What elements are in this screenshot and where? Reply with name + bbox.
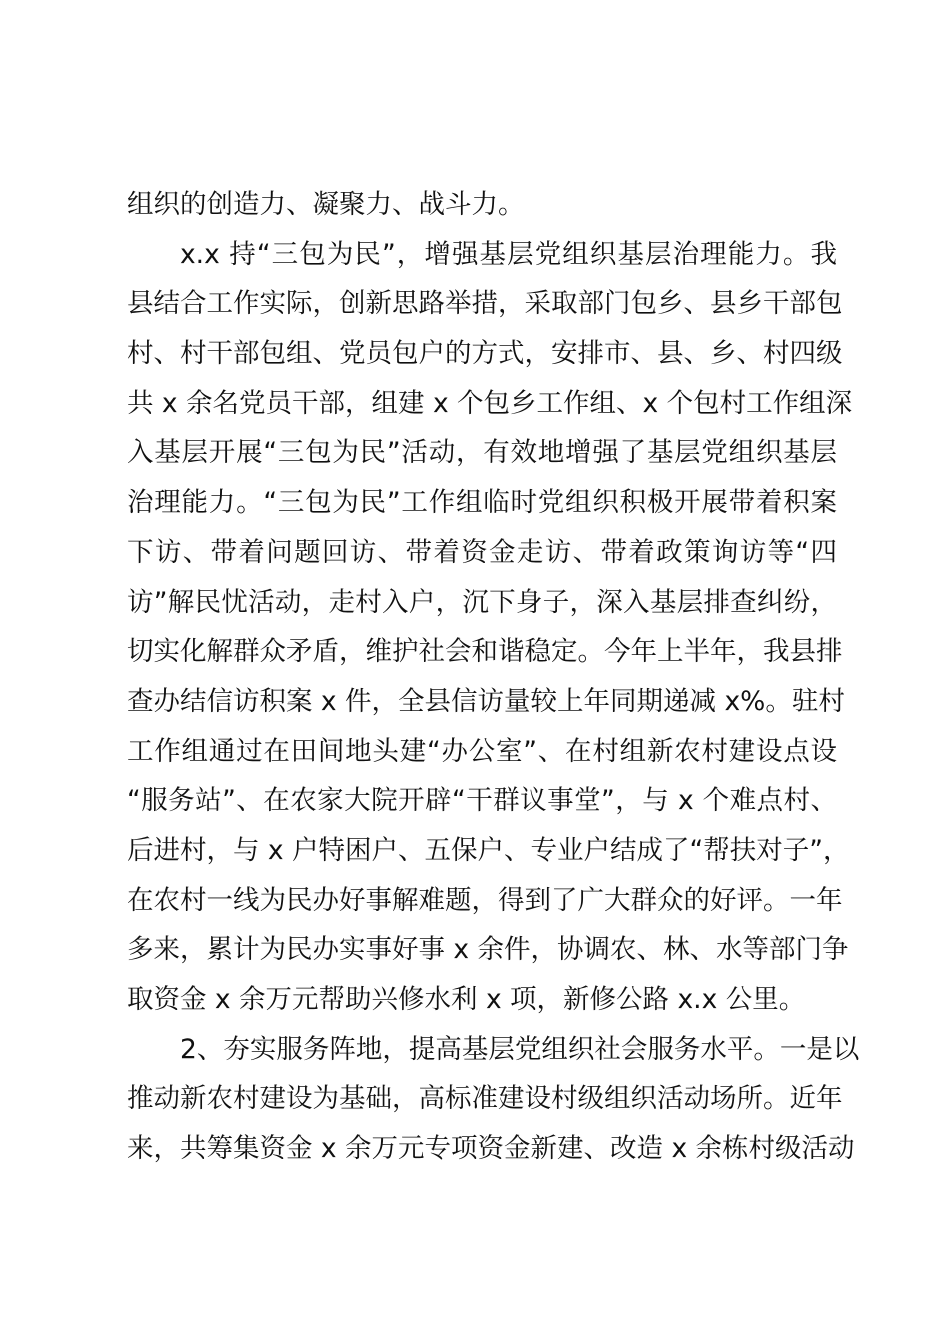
text-line: 村、村干部包组、党员包户的方式，安排市、县、乡、村四级 [127,338,843,370]
text-line: 下访、带着问题回访、带着资金走访、带着政策询访等“四 [127,536,837,568]
text-line: 工作组通过在田间地头建“办公室”、在村组新农村建设点设 [127,735,837,767]
text-line: 组织的创造力、凝聚力、战斗力。 [127,189,525,220]
text-line: 多来，累计为民办实事好事 x 余件，协调农、林、水等部门争 [127,934,849,966]
text-line: 县结合工作实际，创新思路举措，采取部门包乡、县乡干部包 [127,288,843,320]
text-line: 治理能力。“三包为民”工作组临时党组织积极开展带着积案 [127,487,837,519]
body-text [127,180,860,1174]
text-line: 后进村，与 x 户特困户、五保户、专业户结成了“帮扶对子”， [127,834,850,866]
paragraph-first-line: 2、夯实服务阵地，提高基层党组织社会服务水平。一是以 [180,1033,860,1065]
text-line: 访”解民忧活动，走村入户，沉下身子，深入基层排查纠纷， [127,586,837,618]
text-line: 来，共筹集资金 x 余万元专项资金新建、改造 x 余栋村级活动 [127,1133,855,1165]
text-line: 在农村一线为民办好事解难题，得到了广大群众的好评。一年 [127,884,843,916]
text-line: 查办结信访积案 x 件，全县信访量较上年同期递减 x%。驻村 [127,685,845,717]
text-line: 切实化解群众矛盾，维护社会和谐稳定。今年上半年，我县排 [127,636,843,668]
text-line: 取资金 x 余万元帮助兴修水利 x 项，新修公路 x.x 公里。 [127,984,806,1015]
text-line: 共 x 余名党员干部，组建 x 个包乡工作组、x 个包村工作组深 [127,387,853,419]
text-line: “服务站”、在农家大院开辟“干群议事堂”，与 x 个难点村、 [127,785,837,817]
text-line: 推动新农村建设为基础，高标准建设村级组织活动场所。近年 [127,1083,843,1115]
text-line: 入基层开展“三包为民”活动，有效地增强了基层党组织基层 [127,437,837,469]
paragraph-first-line: x.x 持“三包为民”，增强基层党组织基层治理能力。我 [180,238,837,270]
